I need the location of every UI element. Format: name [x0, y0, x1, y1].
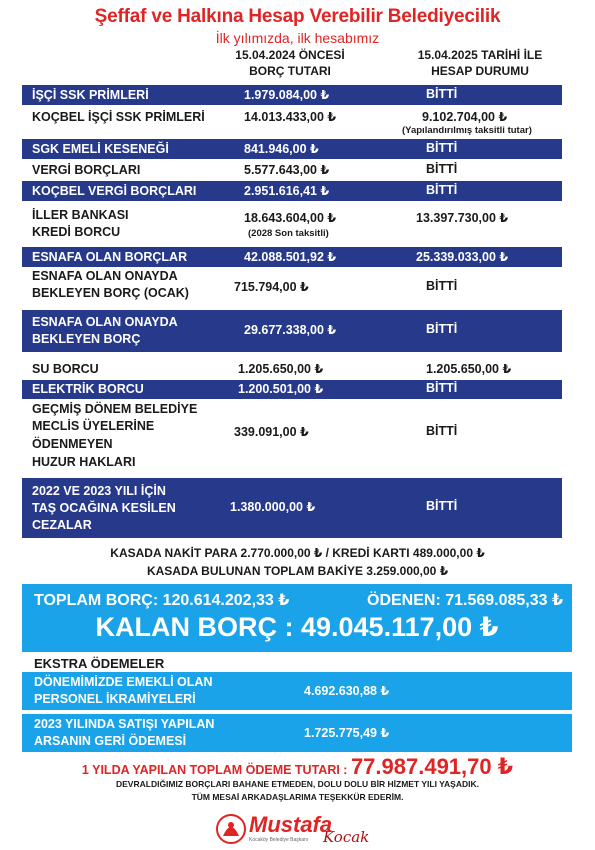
- row-after-value: BİTTİ: [426, 87, 458, 101]
- row-label-line1: ESNAFA OLAN ONAYDA: [32, 269, 178, 283]
- footer-line-2: TÜM MESAİ ARKADAŞLARIMA TEŞEKKÜR EDERİM.: [191, 792, 404, 802]
- table-row: [22, 400, 562, 474]
- row-before-value: 29.677.338,00 ₺: [244, 323, 337, 337]
- row-after-value: BİTTİ: [426, 499, 458, 513]
- row-label: SU BORCU: [32, 362, 99, 376]
- table-row: [22, 478, 562, 538]
- footer-line-1: DEVRALDIĞIMIZ BORÇLARI BAHANE ETMEDEN, DOLU DOLU BİR HİZMET YILI YAŞADIK.: [116, 779, 479, 789]
- column-header-before-line2: BORÇ TUTARI: [249, 64, 331, 78]
- extra-label-line1: DÖNEMİMİZDE EMEKLİ OLAN: [34, 675, 213, 689]
- row-label-line4: HUZUR HAKLARI: [32, 455, 136, 469]
- row-before-note: (2028 Son taksitli): [248, 228, 329, 239]
- total-payment-value: 77.987.491,70 ₺: [350, 754, 514, 779]
- row-label-line2: BEKLEYEN BORÇ (OCAK): [32, 286, 189, 300]
- column-header-before: [215, 47, 365, 79]
- total-debt: TOPLAM BORÇ: 120.614.202,33 ₺: [34, 592, 290, 609]
- row-label-line1: GEÇMİŞ DÖNEM BELEDİYE: [32, 402, 198, 416]
- row-label-line1: 2022 VE 2023 YILI İÇİN: [32, 484, 166, 498]
- row-after-value: BİTTİ: [426, 162, 458, 176]
- table-row: [22, 181, 562, 201]
- column-header-before-line1: 15.04.2024 ÖNCESİ: [235, 48, 345, 62]
- row-label-line3: CEZALAR: [32, 518, 92, 532]
- row-label: SGK EMELİ KESENEĞİ: [32, 142, 169, 156]
- table-row: [22, 160, 562, 180]
- row-before-value: 42.088.501,92 ₺: [244, 250, 337, 264]
- table-row: [22, 359, 562, 379]
- extra-payment-row: [22, 672, 572, 710]
- row-label-line1: İLLER BANKASI: [32, 208, 129, 222]
- row-label: VERGİ BORÇLARI: [32, 163, 141, 177]
- row-label-line3: ÖDENMEYEN: [32, 437, 113, 451]
- table-row: [22, 204, 562, 246]
- extra-value: 1.725.775,49 ₺: [304, 726, 390, 740]
- extra-label-line2: PERSONEL İKRAMİYELERİ: [34, 692, 196, 706]
- row-after-value: 13.397.730,00 ₺: [416, 211, 509, 225]
- logo-signature: Kocak: [323, 828, 370, 846]
- row-after-note: (Yapılandırılmış taksitli tutar): [402, 125, 532, 136]
- emblem-icon: [215, 814, 247, 844]
- row-label-line2: KREDİ BORCU: [32, 225, 121, 239]
- column-header-after-line1: 15.04.2025 TARİHİ İLE: [417, 48, 543, 62]
- table-row: [22, 267, 562, 305]
- row-after-value: BİTTİ: [426, 424, 458, 438]
- table-row: [22, 139, 562, 159]
- table-row: [22, 247, 562, 267]
- cash-line-1: KASADA NAKİT PARA 2.770.000,00 ₺ / KREDİ KARTI 489.000,00 ₺: [110, 546, 485, 560]
- row-label-line2: BEKLEYEN BORÇ: [32, 332, 141, 346]
- extra-payments-heading: EKSTRA ÖDEMELER: [34, 656, 165, 671]
- row-before-value: 2.951.616,41 ₺: [244, 184, 330, 198]
- logo-subtext: Kocaköy Belediye Başkanı: [249, 837, 309, 843]
- row-before-value: 14.013.433,00 ₺: [244, 110, 337, 124]
- row-label-line2: TAŞ OCAĞINA KESİLEN: [32, 501, 176, 515]
- row-after-value: 1.205.650,00 ₺: [426, 362, 512, 376]
- row-after-value: BİTTİ: [426, 381, 458, 395]
- row-label: İŞÇİ SSK PRİMLERİ: [32, 88, 149, 102]
- extra-payment-row: [22, 714, 572, 752]
- row-after-value: BİTTİ: [426, 183, 458, 197]
- paid-amount: ÖDENEN: 71.569.085,33 ₺: [367, 592, 564, 609]
- column-header-after-line2: HESAP DURUMU: [431, 64, 529, 78]
- row-label-line1: ESNAFA OLAN ONAYDA: [32, 315, 178, 329]
- mayor-logo: [215, 812, 385, 846]
- row-before-value: 1.205.650,00 ₺: [238, 362, 324, 376]
- row-label: ESNAFA OLAN BORÇLAR: [32, 250, 188, 264]
- debt-summary-box: [22, 584, 572, 652]
- extra-label-line2: ARSANIN GERİ ÖDEMESİ: [34, 734, 187, 748]
- row-before-value: 841.946,00 ₺: [244, 142, 319, 156]
- table-row: [22, 85, 562, 105]
- row-after-value: BİTTİ: [426, 279, 458, 293]
- row-after-value: BİTTİ: [426, 322, 458, 336]
- cash-line-2: KASADA BULUNAN TOPLAM BAKİYE 3.259.000,00 ₺: [146, 564, 449, 578]
- row-before-value: 1.380.000,00 ₺: [230, 500, 316, 514]
- row-before-value: 339.091,00 ₺: [234, 425, 309, 439]
- row-before-value: 5.577.643,00 ₺: [244, 163, 330, 177]
- row-before-value: 18.643.604,00 ₺: [244, 211, 337, 225]
- row-before-value: 1.979.084,00 ₺: [244, 88, 330, 102]
- row-label: ELEKTRİK BORCU: [32, 382, 144, 396]
- total-payment: [0, 754, 595, 780]
- row-after-value: BİTTİ: [426, 141, 458, 155]
- remaining-debt: KALAN BORÇ : 49.045.117,00 ₺: [95, 612, 499, 642]
- table-row: [22, 380, 562, 399]
- page-title: Şeffaf ve Halkına Hesap Verebilir Belediyecilik: [94, 6, 501, 27]
- total-payment-label: 1 YILDA YAPILAN TOPLAM ÖDEME TUTARI :: [81, 763, 351, 777]
- row-label-line2: MECLİS ÜYELERİNE: [32, 419, 155, 433]
- row-before-value: 1.200.501,00 ₺: [238, 382, 324, 396]
- page-subtitle: İlk yılımızda, ilk hesabımız: [215, 30, 380, 46]
- row-label: KOÇBEL VERGİ BORÇLARI: [32, 184, 197, 198]
- row-label: KOÇBEL İŞÇİ SSK PRİMLERİ: [32, 110, 205, 124]
- row-after-value: 25.339.033,00 ₺: [416, 250, 509, 264]
- row-before-value: 715.794,00 ₺: [234, 280, 309, 294]
- table-row: [22, 106, 562, 138]
- extra-value: 4.692.630,88 ₺: [304, 684, 390, 698]
- column-header-after: [375, 47, 585, 79]
- table-row: [22, 310, 562, 352]
- logo-name: Mustafa: [249, 812, 333, 837]
- extra-label-line1: 2023 YILINDA SATIŞI YAPILAN: [34, 717, 215, 731]
- row-after-value: 9.102.704,00 ₺: [422, 110, 508, 124]
